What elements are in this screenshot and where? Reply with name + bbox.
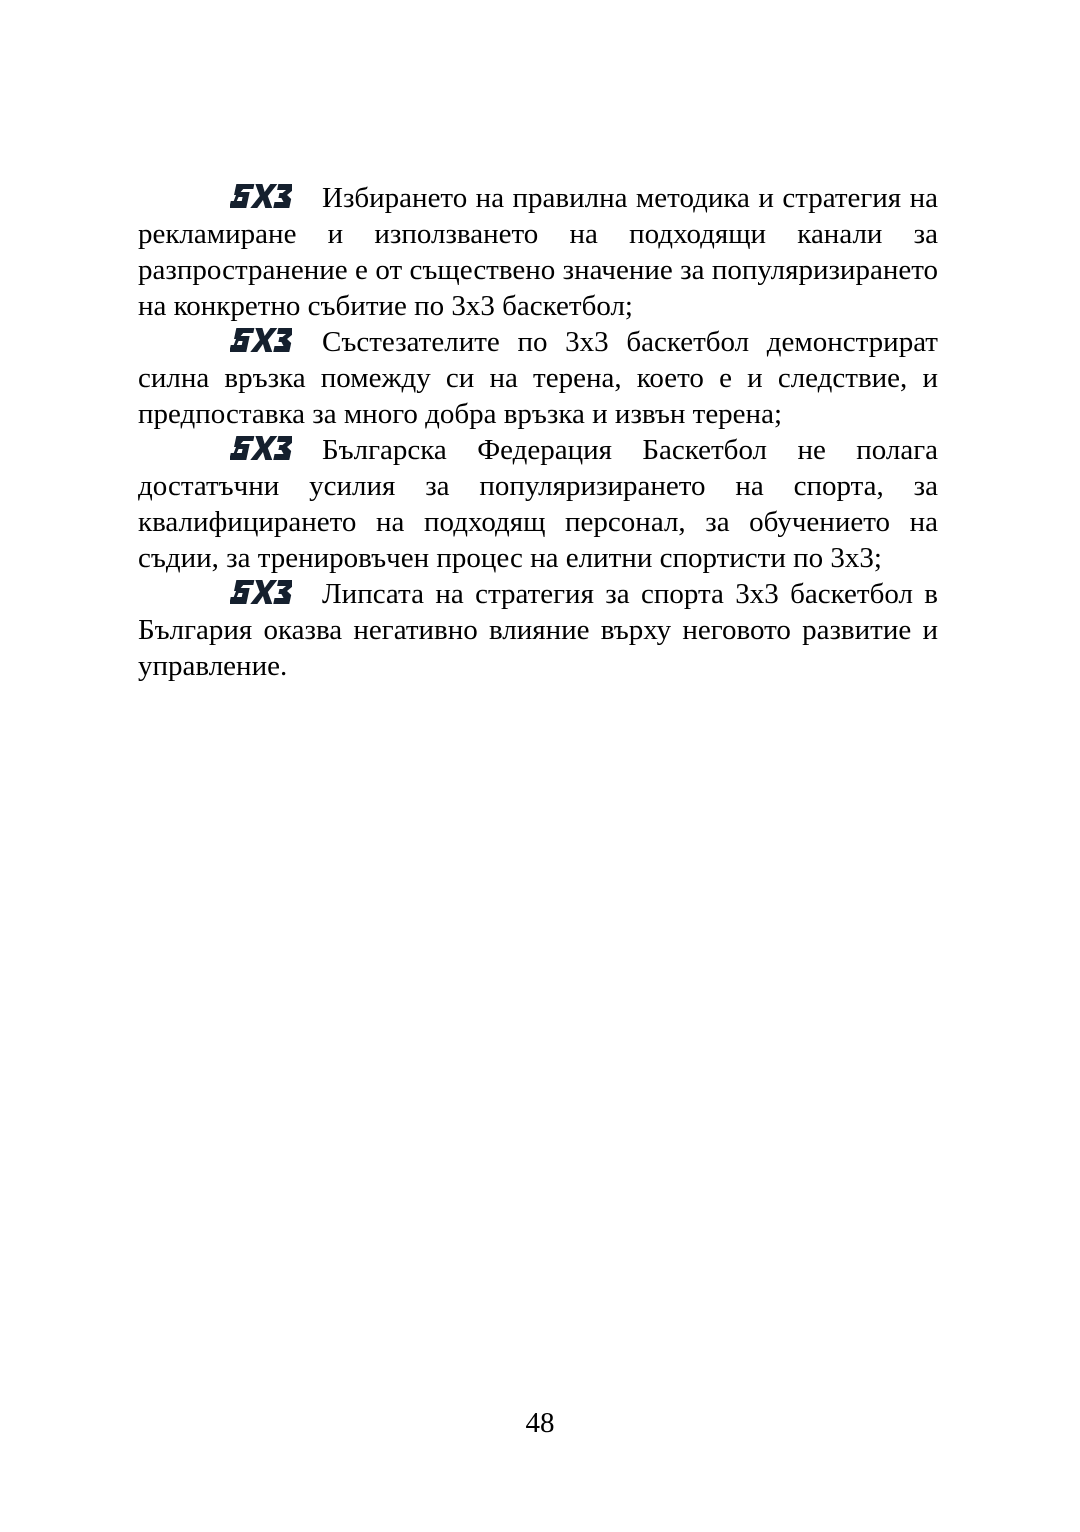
list-item xyxy=(138,180,938,324)
list-item xyxy=(138,324,938,432)
3x3-logo-icon xyxy=(230,577,292,607)
list-item-text: Българска Федерация Баскетбол не полага достатъчни усилия за популяризирането на спорта, за квалифицирането на подходящ персонал, за обучението на съдии, за тренировъчен процес на елитни спортисти по 3x3; xyxy=(138,434,938,574)
3x3-logo-icon xyxy=(230,325,292,355)
list-item-text: Липсата на стратегия за спорта 3x3 баскетбол в България оказва негативно влияние върху неговото развитие и управление. xyxy=(138,578,938,682)
list-item-text: Състезателите по 3x3 баскетбол демонстрират силна връзка помежду си на терена, което е и следствие, и предпоставка за много добра връзка и извън терена; xyxy=(138,326,938,430)
3x3-logo-icon xyxy=(230,433,292,463)
list-item xyxy=(138,576,938,684)
3x3-logo-icon xyxy=(230,181,292,211)
conclusions-list xyxy=(138,180,938,684)
list-item xyxy=(138,432,938,576)
page-number: 48 xyxy=(525,1407,555,1439)
list-item-text: Избирането на правилна методика и стратегия на рекламиране и използването на подходящи канали за разпространение е от съществено значение за популяризирането на конкретно събитие по 3x3 баскетбол; xyxy=(138,182,938,322)
